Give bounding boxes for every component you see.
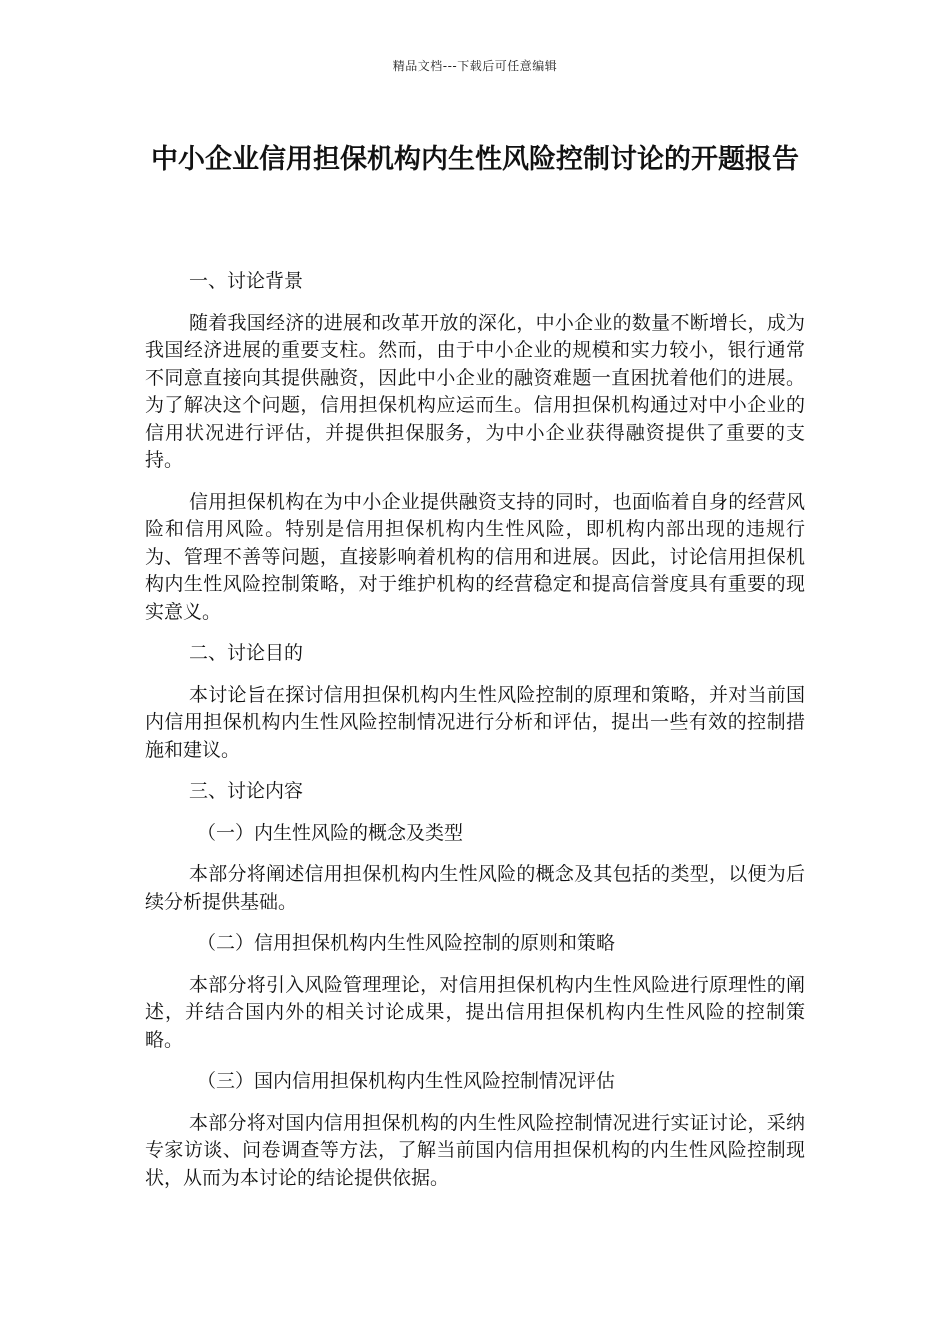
section-heading-content: 三、讨论内容 xyxy=(189,780,304,802)
subsection-paragraph-3: 本部分将对国内信用担保机构的内生性风险控制情况进行实证讨论，采纳专家访谈、问卷调查等方法，了解当前国内信用担保机构的内生性风险控制现状，从而为本讨论的结论提供依据。 xyxy=(145,1111,805,1189)
background-paragraph-2: 信用担保机构在为中小企业提供融资支持的同时，也面临着自身的经营风险和信用风险。特别是信用担保机构内生性风险，即机构内部出现的违规行为、管理不善等问题，直接影响着机构的信用和进展。因此，讨论信用担保机构内生性风险控制策略，对于维护机构的经营稳定和提高信誉度具有重要的现实意义。 xyxy=(145,490,805,623)
section-heading-purpose: 二、讨论目的 xyxy=(189,642,304,664)
background-paragraph-1: 随着我国经济的进展和改革开放的深化，中小企业的数量不断增长，成为我国经济进展的重要支柱。然而，由于中小企业的规模和实力较小，银行通常不同意直接向其提供融资，因此中小企业的融资难题一直困扰着他们的进展。为了解决这个问题，信用担保机构应运而生。信用担保机构通过对中小企业的信用状况进行评估，并提供担保服务，为中小企业获得融资提供了重要的支持。 xyxy=(145,311,805,471)
document-body xyxy=(145,268,805,1206)
header-note: 精品文档---下载后可任意编辑 xyxy=(392,59,558,73)
subsection-heading-2: （二）信用担保机构内生性风险控制的原则和策略 xyxy=(197,932,616,954)
subsection-heading-1: （一）内生性风险的概念及类型 xyxy=(197,821,464,844)
section-heading-background: 一、讨论背景 xyxy=(189,270,304,292)
document-title: 中小企业信用担保机构内生性风险控制讨论的开题报告 xyxy=(151,144,799,175)
subsection-paragraph-2: 本部分将引入风险管理理论，对信用担保机构内生性风险进行原理性的阐述，并结合国内外的相关讨论成果，提出信用担保机构内生性风险的控制策略。 xyxy=(145,973,805,1051)
subsection-paragraph-1: 本部分将阐述信用担保机构内生性风险的概念及其包括的类型，以便为后续分析提供基础。 xyxy=(145,863,805,913)
purpose-paragraph: 本讨论旨在探讨信用担保机构内生性风险控制的原理和策略，并对当前国内信用担保机构内生性风险控制情况进行分析和评估，提出一些有效的控制措施和建议。 xyxy=(145,683,805,761)
subsection-heading-3: （三）国内信用担保机构内生性风险控制情况评估 xyxy=(197,1070,616,1092)
